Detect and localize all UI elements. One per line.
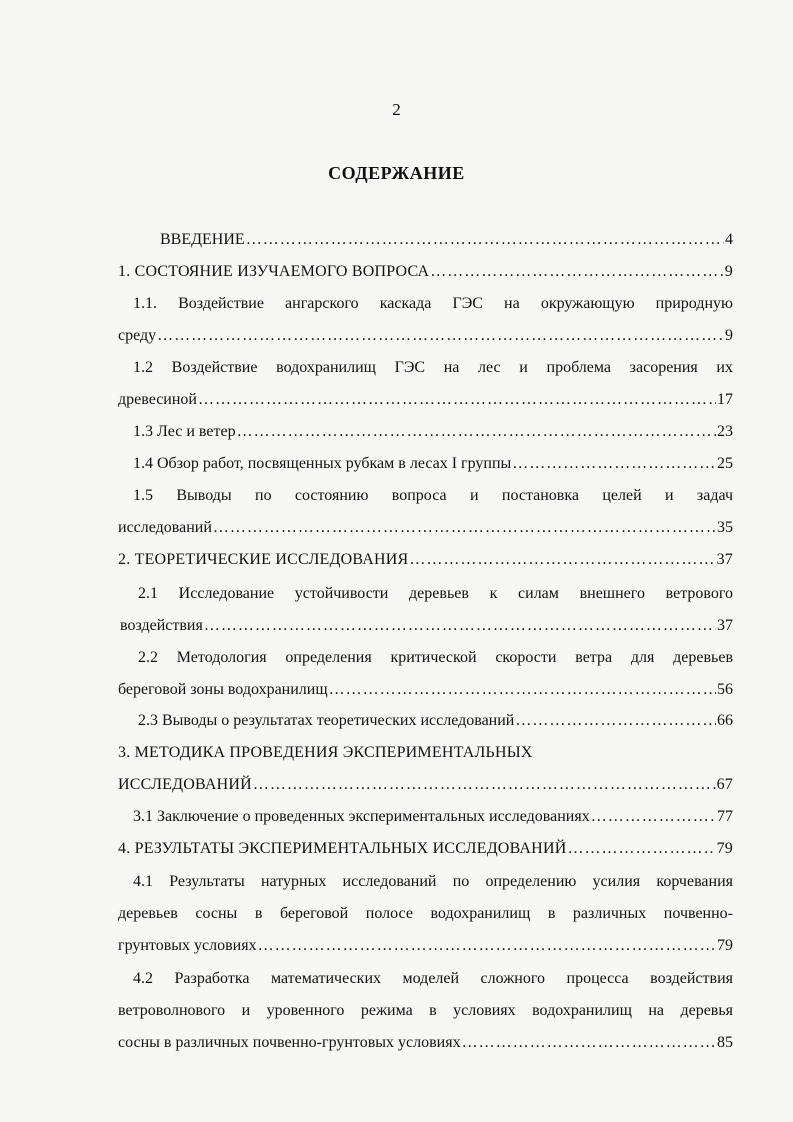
toc-entry xyxy=(120,616,733,636)
toc-entry-line: 1.1. Воздействие ангарского каскада ГЭС на окружающую природную xyxy=(133,295,733,312)
toc-entry xyxy=(118,390,733,410)
toc-entry-line xyxy=(118,743,733,763)
toc-entry-text: ВВЕДЕНИЕ xyxy=(160,231,245,248)
toc-entry xyxy=(118,936,733,956)
toc-entry xyxy=(118,1033,733,1053)
toc-entry-line: 1.5 Выводы по состоянию вопроса и постановка целей и задач xyxy=(133,487,733,504)
toc-leader-dots xyxy=(430,262,724,282)
toc-leader-dots xyxy=(258,936,716,956)
toc-leader-dots xyxy=(409,550,715,570)
toc-entry-line: ветроволнового и уровенного режима в условиях водохранилищ на деревья xyxy=(118,1002,733,1019)
toc-entry-page: 37 xyxy=(716,551,733,568)
toc-entry-page: 37 xyxy=(717,617,733,634)
toc-entry-text: ИССЛЕДОВАНИЙ xyxy=(118,776,252,793)
toc-entry-page: 66 xyxy=(717,712,733,729)
toc-entry xyxy=(118,839,733,859)
toc-entry-page: 67 xyxy=(716,776,733,793)
toc-entry-line: деревьев сосны в береговой полосе водохранилищ в различных почвенно- xyxy=(118,905,733,922)
toc-entry-text: грунтовых условиях xyxy=(118,937,257,954)
toc-entry-page: 25 xyxy=(717,455,733,472)
toc-entry-line: 4.2 Разработка математических моделей сложного процесса воздействия xyxy=(133,970,733,987)
toc-leader-dots xyxy=(198,390,716,410)
toc-entry xyxy=(118,518,733,538)
toc-entry-line: 1.2 Воздействие водохранилищ ГЭС на лес и проблема засорения их xyxy=(133,359,733,376)
toc-entry-text: сосны в различных почвенно-грунтовых условиях xyxy=(118,1034,461,1051)
toc-entry-page: 4 xyxy=(725,231,733,248)
toc-entry-page: 35 xyxy=(717,519,733,536)
toc-entry-text: 2.3 Выводы о результатах теоретических исследований xyxy=(138,712,515,729)
toc-entry-text: воздействия xyxy=(120,617,203,634)
toc-entry-page: 17 xyxy=(717,391,733,408)
toc-entry-line: 4.1 Результаты натурных исследований по определению усилия корчевания xyxy=(133,873,733,890)
toc-entry-page: 9 xyxy=(725,327,733,344)
toc-entry-page: 85 xyxy=(717,1034,733,1051)
toc-entry-text: исследований xyxy=(118,519,212,536)
toc-entry-text: 2. ТЕОРЕТИЧЕСКИЕ ИССЛЕДОВАНИЯ xyxy=(118,551,409,568)
toc-entry-line: 2.1 Исследование устойчивости деревьев к силам внешнего ветрового xyxy=(138,585,733,602)
toc-leader-dots xyxy=(567,839,715,859)
toc-entry-page: 79 xyxy=(716,840,733,857)
toc-entry xyxy=(138,711,733,731)
toc-leader-dots xyxy=(204,616,716,636)
toc-entry-text: среду xyxy=(118,327,157,344)
toc-entry xyxy=(133,454,733,474)
toc-leader-dots xyxy=(591,807,716,827)
toc-entry-text: 1.3 Лес и ветер xyxy=(133,423,236,440)
toc-entry xyxy=(118,680,733,700)
toc-entry xyxy=(118,775,733,795)
toc-title: СОДЕРЖАНИЕ xyxy=(328,163,465,183)
toc-leader-dots xyxy=(253,775,716,795)
toc-entry-text: 1.4 Обзор работ, посвященных рубкам в лесах I группы xyxy=(133,455,512,472)
toc-entry-page: 79 xyxy=(717,937,733,954)
toc-leader-dots xyxy=(237,422,716,442)
toc-entry-text: древесиной xyxy=(118,391,197,408)
toc-entry-text: 1. СОСТОЯНИЕ ИЗУЧАЕМОГО ВОПРОСА xyxy=(118,263,430,280)
page-number: 2 xyxy=(392,100,401,119)
toc-entry-line: 2.2 Методология определения критической скорости ветра для деревьев xyxy=(138,649,733,666)
toc-leader-dots xyxy=(329,680,716,700)
toc-entry-text: береговой зоны водохранилищ xyxy=(118,681,328,698)
toc-entry-text: 4. РЕЗУЛЬТАТЫ ЭКСПЕРИМЕНТАЛЬНЫХ ИССЛЕДОВАНИЙ xyxy=(118,840,567,857)
toc-entry-text: 3. МЕТОДИКА ПРОВЕДЕНИЯ ЭКСПЕРИМЕНТАЛЬНЫХ xyxy=(118,744,533,761)
toc-entry-page: 77 xyxy=(717,808,733,825)
toc-leader-dots xyxy=(157,326,724,346)
toc-leader-dots xyxy=(462,1033,716,1053)
toc-entry xyxy=(133,807,733,827)
toc-entry xyxy=(118,262,733,282)
toc-entry-page: 56 xyxy=(717,681,733,698)
toc-leader-dots xyxy=(246,230,724,250)
toc-leader-dots xyxy=(213,518,716,538)
toc-entry xyxy=(160,230,733,250)
toc-entry xyxy=(118,326,733,346)
toc-entry-text: 3.1 Заключение о проведенных экспериментальных исследованиях xyxy=(133,808,590,825)
toc-entry-page: 23 xyxy=(717,423,733,440)
toc-leader-dots xyxy=(515,711,716,731)
toc-entry-page: 9 xyxy=(724,263,733,280)
toc-entry xyxy=(118,550,733,570)
toc-entry xyxy=(133,422,733,442)
toc-leader-dots xyxy=(512,454,716,474)
